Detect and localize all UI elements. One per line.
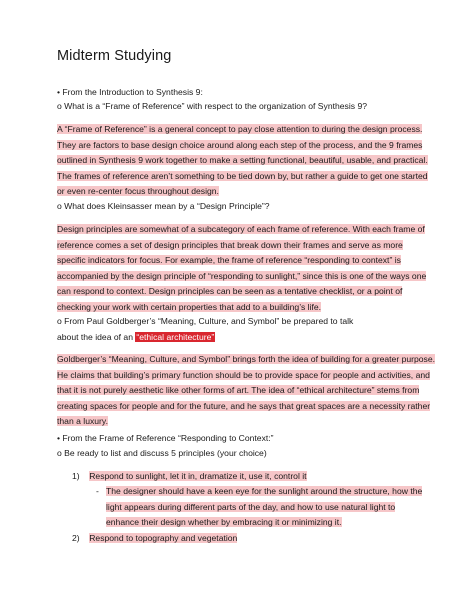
list-item-number: 2): [72, 533, 80, 543]
answer-line: Goldberger’s “Meaning, Culture, and Symbol” brings forth the idea of building for a greater purpose.: [57, 354, 436, 364]
section4-heading: • From the Frame of Reference “Responding to Context:”: [57, 433, 274, 443]
answer-line: specific indicators for focus. For example, the frame of reference “responding to context” is: [57, 255, 401, 265]
answer-line: A “Frame of Reference” is a general concept to pay close attention to during the design process.: [57, 124, 423, 134]
section3-question: o From Paul Goldberger’s “Meaning, Culture, and Symbol” be prepared to talk: [57, 316, 354, 326]
list-item-2: [72, 531, 237, 547]
answer-line: Design principles are somewhat of a subcategory of each frame of reference. With each frame of: [57, 224, 425, 234]
answer-line: can respond to context. Design principles can be seen as a tentative checklist, or a point of: [57, 286, 403, 296]
answer-line: than a luxury.: [57, 416, 108, 426]
answer-line: reference comes a set of design principles that break down their frames and serve as more: [57, 239, 403, 250]
section2-question: o What does Kleinsasser mean by a “Design Principle”?: [57, 201, 270, 211]
page-title: Midterm Studying: [57, 48, 172, 64]
section1-answer: [57, 122, 428, 200]
answer-line: He claims that building’s primary function should be to provide space for people and activities, and: [57, 369, 430, 380]
ethical-architecture-highlight: “ethical architecture”: [136, 332, 215, 342]
section2-answer: [57, 222, 427, 315]
list-item-1: [72, 469, 307, 485]
list-item-label: Respond to sunlight, let it in, dramatize it, use it, control it: [89, 471, 307, 481]
detail-line: enhance their design whether by embracing it or minimizing it.: [106, 517, 342, 527]
answer-line: or even re-center focus throughout design.: [57, 186, 219, 196]
answer-line: accompanied by the design principle of “responding to sunlight,” since this is one of the ways one: [57, 270, 427, 281]
section3-question-prefix: about the idea of an: [57, 332, 136, 342]
answer-line: creating spaces for people and for the future, and he says that great spaces are a necessity rather: [57, 400, 431, 411]
list-item-1-detail: [106, 484, 426, 531]
answer-line: checking your work with certain properties that add to a building’s life.: [57, 301, 322, 312]
answer-line: They are factors to base design choice around along each step of the process, and the 9 frames: [57, 139, 423, 150]
sub-bullet-dash: -: [96, 486, 99, 496]
answer-line: that it is not purely aesthetic like other forms of art. The idea of “ethical architecture” stems from: [57, 385, 420, 395]
detail-line: light appears during different parts of the day, and how to use natural light to: [106, 501, 396, 512]
section1-heading: • From the Introduction to Synthesis 9:: [57, 87, 203, 97]
section1-question: o What is a “Frame of Reference” with respect to the organization of Synthesis 9?: [57, 101, 368, 111]
detail-line: The designer should have a keen eye for the sunlight around the structure, how the: [106, 486, 423, 496]
section3-question-cont: [57, 330, 215, 346]
section4-question: o Be ready to list and discuss 5 principles (your choice): [57, 448, 267, 458]
answer-line: The frames of reference aren’t something to be tied down by, but rather a guide to get one started: [57, 170, 428, 181]
section3-answer: [57, 352, 436, 430]
list-item-number: 1): [72, 471, 80, 481]
list-item-label: Respond to topography and vegetation: [89, 533, 238, 543]
answer-line: outlined in Synthesis 9 work together to make a setting functional, beautiful, usable, and practical.: [57, 155, 428, 165]
